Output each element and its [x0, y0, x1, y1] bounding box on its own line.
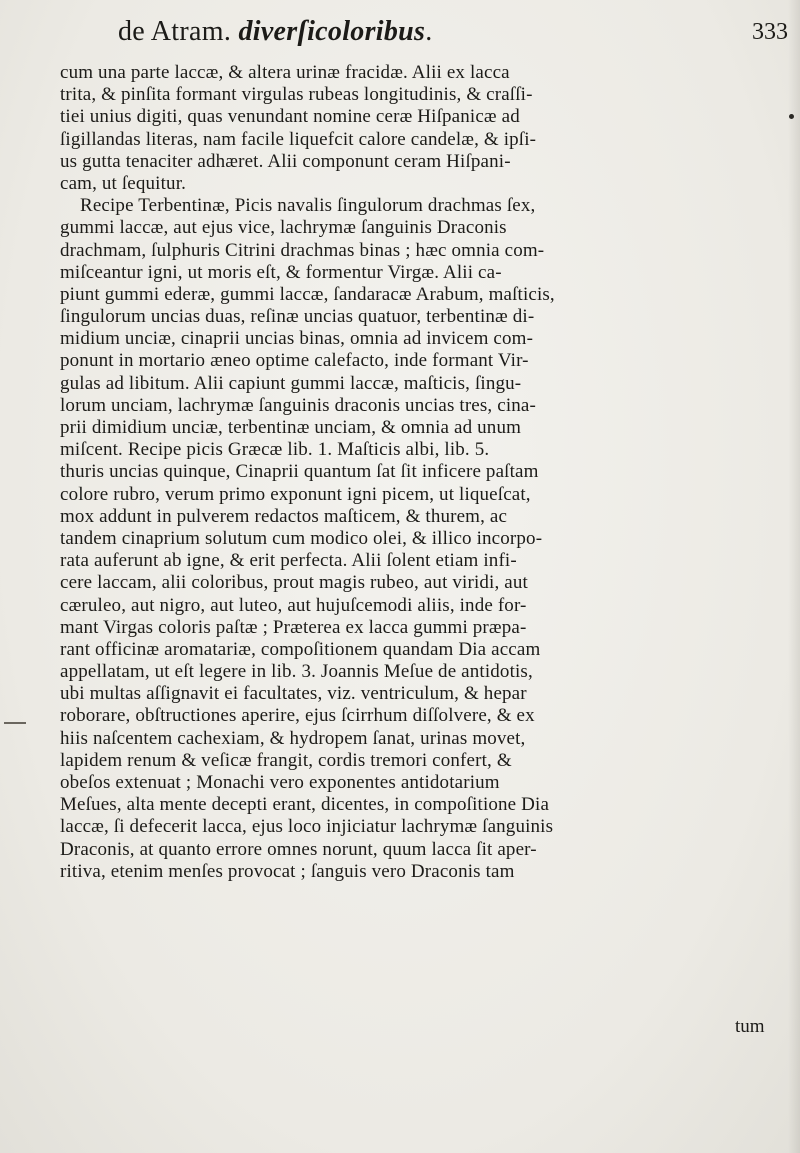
- text-line: trita, & pinſita formant virgulas rubeas longitudinis, & craſſi-: [60, 84, 533, 106]
- text-line: ſigillandas literas, nam facile liquefcit calore candelæ, & ipſi-: [60, 128, 537, 150]
- text-line: miſceantur igni, ut moris eſt, & formentur Virgæ. Alii ca-: [60, 261, 502, 283]
- text-line: lapidem renum & veſicæ frangit, cordis tremori confert, &: [60, 749, 512, 771]
- text-line: gummi laccæ, aut ejus vice, lachrymæ ſanguinis Draconis: [60, 217, 507, 239]
- text-line: lorum unciam, lachrymæ ſanguinis draconis uncias tres, cina-: [60, 394, 536, 416]
- text-line: tandem cinaprium solutum cum modico olei, & illico incorpo-: [60, 527, 543, 549]
- text-line: cum una parte laccæ, & altera urinæ fracidæ. Alii ex lacca: [60, 62, 510, 83]
- text-line: appellatam, ut eſt legere in lib. 3. Joannis Meſue de antidotis,: [60, 661, 533, 683]
- text-line: hiis naſcentem cachexiam, & hydropem ſanat, urinas movet,: [60, 727, 526, 749]
- text-line: gulas ad libitum. Alii capiunt gummi laccæ, maſticis, ſingu-: [60, 372, 522, 394]
- text-line: colore rubro, verum primo exponunt igni picem, ut liqueſcat,: [60, 483, 531, 505]
- text-line: ſingulorum uncias duas, reſinæ uncias quatuor, terbentinæ di-: [60, 306, 535, 328]
- text-line: miſcent. Recipe picis Græcæ lib. 1. Maſticis albi, lib. 5.: [60, 439, 490, 461]
- text-line: mant Virgas coloris paſtæ ; Præterea ex lacca gummi præpa-: [60, 616, 527, 638]
- text-line: Meſues, alta mente decepti erant, dicentes, in compoſitione Dia: [60, 794, 550, 816]
- running-title-roman: de Atram.: [118, 16, 232, 47]
- text-line: ubi multas aſſignavit ei facultates, viz. ventriculum, & hepar: [60, 683, 527, 705]
- margin-pencil-mark: [4, 722, 26, 724]
- text-line: Recipe Terbentinæ, Picis navalis ſingulorum drachmas ſex,: [80, 195, 536, 217]
- text-line: ponunt in mortario æneo optime calefacto, inde formant Vir-: [60, 350, 529, 372]
- text-line: rata auferunt ab igne, & erit perfecta. Alii ſolent etiam infi-: [60, 550, 517, 572]
- text-line: piunt gummi ederæ, gummi laccæ, ſandaracæ Arabum, maſticis,: [60, 283, 555, 305]
- page-number: 333: [752, 19, 788, 45]
- text-line: thuris uncias quinque, Cinaprii quantum ſat ſit inficere paſtam: [60, 461, 539, 483]
- text-line: prii dimidium unciæ, terbentinæ unciam, & omnia ad unum: [60, 417, 522, 438]
- text-line: us gutta tenaciter adhæret. Alii componunt ceram Hiſpani-: [60, 150, 511, 172]
- running-title-dot: .: [425, 16, 433, 47]
- text-line: cam, ut ſequitur.: [60, 172, 187, 194]
- text-line: obeſos extenuat ; Monachi vero exponentes antidotarium: [60, 772, 500, 793]
- running-title: [118, 16, 433, 48]
- text-line: midium unciæ, cinaprii uncias binas, omnia ad invicem com-: [60, 328, 534, 350]
- running-title-italic: diverſicoloribus: [238, 16, 426, 47]
- text-line: cere laccam, alii coloribus, prout magis rubeo, aut viridi, aut: [60, 572, 528, 594]
- text-line: rant officinæ aromatariæ, compoſitionem quandam Dia accam: [60, 638, 541, 660]
- text-line: drachmam, ſulphuris Citrini drachmas binas ; hæc omnia com-: [60, 239, 545, 261]
- page-header: [0, 16, 800, 56]
- text-line: mox addunt in pulverem redactos maſticem, & thurem, ac: [60, 505, 508, 527]
- text-line: roborare, obſtructiones aperire, ejus ſcirrhum diſſolvere, & ex: [60, 705, 535, 727]
- text-line: cæruleo, aut nigro, aut luteo, aut hujuſcemodi aliis, inde for-: [60, 594, 527, 616]
- body-text: [60, 62, 795, 883]
- catchword: tum: [735, 1016, 765, 1037]
- text-line: tiei unius digiti, quas venundant nomine ceræ Hiſpanicæ ad: [60, 106, 520, 128]
- text-line: ritiva, etenim menſes provocat ; ſanguis vero Draconis tam: [60, 860, 515, 882]
- text-line: laccæ, ſi defecerit lacca, ejus loco injiciatur lachrymæ ſanguinis: [60, 816, 554, 838]
- text-line: Draconis, at quanto errore omnes norunt, quum lacca ſit aper-: [60, 838, 537, 860]
- catchword-row: [0, 1016, 800, 1040]
